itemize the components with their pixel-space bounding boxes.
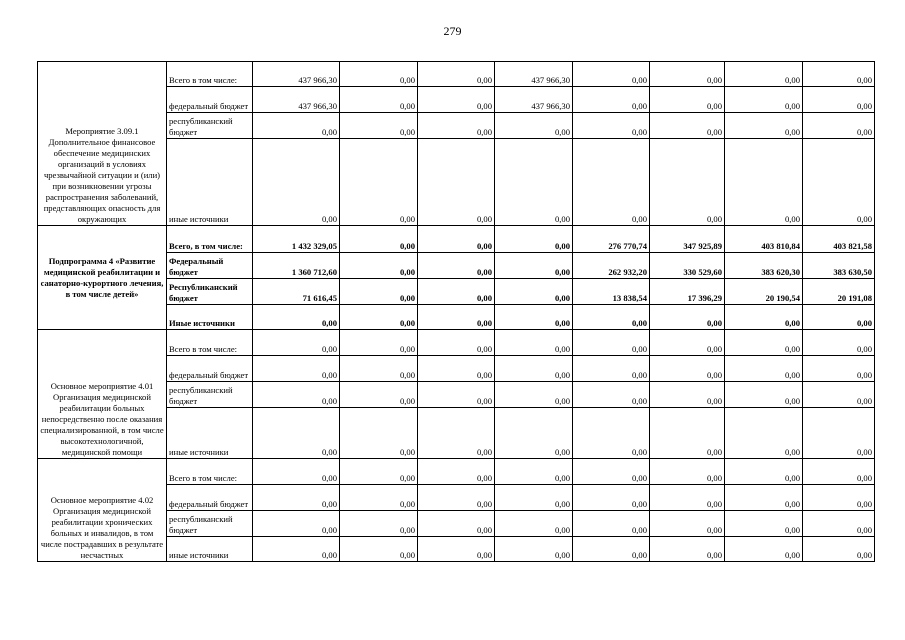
amount-cell: 262 932,20 (573, 253, 650, 279)
amount-cell: 20 190,54 (725, 279, 803, 305)
activity-name: Основное мероприятие 4.01 Организация медицинской реабилитации больных непосредственно после оказания специализированной, в том числе высокотехнологичной, медицинской помощи (38, 330, 167, 459)
amount-cell: 0,00 (418, 226, 495, 253)
amount-cell: 0,00 (253, 330, 340, 356)
amount-cell: 0,00 (573, 113, 650, 139)
amount-cell: 403 810,84 (725, 226, 803, 253)
amount-cell: 0,00 (418, 279, 495, 305)
amount-cell: 330 529,60 (650, 253, 725, 279)
amount-cell: 0,00 (803, 330, 875, 356)
table-row (38, 226, 875, 253)
amount-cell: 0,00 (573, 408, 650, 459)
amount-cell: 0,00 (725, 139, 803, 226)
amount-cell: 0,00 (418, 305, 495, 330)
funding-source: иные источники (167, 139, 253, 226)
amount-cell: 0,00 (650, 408, 725, 459)
amount-cell: 0,00 (253, 537, 340, 562)
amount-cell: 0,00 (418, 330, 495, 356)
amount-cell: 0,00 (803, 356, 875, 382)
amount-cell: 0,00 (573, 87, 650, 113)
amount-cell: 0,00 (725, 62, 803, 87)
table-row (38, 62, 875, 87)
funding-source: иные источники (167, 537, 253, 562)
amount-cell: 0,00 (650, 62, 725, 87)
amount-cell: 0,00 (573, 382, 650, 408)
page-number: 279 (443, 24, 462, 38)
amount-cell: 0,00 (340, 537, 418, 562)
amount-cell: 0,00 (495, 253, 573, 279)
amount-cell: 0,00 (495, 139, 573, 226)
amount-cell: 0,00 (340, 382, 418, 408)
amount-cell: 437 966,30 (495, 87, 573, 113)
amount-cell: 0,00 (803, 459, 875, 485)
amount-cell: 0,00 (495, 305, 573, 330)
funding-source: Иные источники (167, 305, 253, 330)
amount-cell: 71 616,45 (253, 279, 340, 305)
amount-cell: 0,00 (495, 485, 573, 511)
amount-cell: 13 838,54 (573, 279, 650, 305)
amount-cell: 0,00 (495, 511, 573, 537)
amount-cell: 0,00 (495, 408, 573, 459)
amount-cell: 0,00 (418, 62, 495, 87)
amount-cell: 0,00 (253, 485, 340, 511)
amount-cell: 0,00 (253, 408, 340, 459)
funding-source: иные источники (167, 408, 253, 459)
amount-cell: 0,00 (418, 511, 495, 537)
amount-cell: 383 620,30 (725, 253, 803, 279)
amount-cell: 0,00 (573, 305, 650, 330)
amount-cell: 437 966,30 (253, 62, 340, 87)
funding-source: Всего в том числе: (167, 459, 253, 485)
amount-cell: 0,00 (573, 485, 650, 511)
amount-cell: 0,00 (573, 139, 650, 226)
amount-cell: 0,00 (725, 87, 803, 113)
amount-cell: 0,00 (340, 253, 418, 279)
amount-cell: 0,00 (573, 537, 650, 562)
amount-cell: 0,00 (803, 485, 875, 511)
activity-name: Основное мероприятие 4.02 Организация медицинской реабилитации хронических больных и инвалидов, в том числе пострадавших в результате несчастных (38, 459, 167, 562)
funding-source: Всего в том числе: (167, 330, 253, 356)
amount-cell: 0,00 (340, 408, 418, 459)
amount-cell: 0,00 (725, 537, 803, 562)
amount-cell: 0,00 (650, 485, 725, 511)
amount-cell: 0,00 (495, 226, 573, 253)
amount-cell: 0,00 (418, 356, 495, 382)
amount-cell: 0,00 (340, 139, 418, 226)
table-row (38, 330, 875, 356)
amount-cell: 0,00 (418, 382, 495, 408)
amount-cell: 0,00 (725, 408, 803, 459)
amount-cell: 0,00 (495, 537, 573, 562)
amount-cell: 0,00 (803, 408, 875, 459)
amount-cell: 17 396,29 (650, 279, 725, 305)
funding-source: федеральный бюджет (167, 87, 253, 113)
amount-cell: 0,00 (495, 459, 573, 485)
amount-cell: 0,00 (340, 356, 418, 382)
amount-cell: 0,00 (650, 87, 725, 113)
funding-source: Федеральный бюджет (167, 253, 253, 279)
amount-cell: 0,00 (725, 382, 803, 408)
amount-cell: 0,00 (725, 305, 803, 330)
amount-cell: 0,00 (725, 459, 803, 485)
amount-cell: 0,00 (725, 356, 803, 382)
amount-cell: 0,00 (340, 305, 418, 330)
amount-cell: 0,00 (803, 511, 875, 537)
amount-cell: 0,00 (340, 62, 418, 87)
amount-cell: 0,00 (803, 62, 875, 87)
funding-source: федеральный бюджет (167, 356, 253, 382)
amount-cell: 403 821,58 (803, 226, 875, 253)
amount-cell: 0,00 (573, 62, 650, 87)
amount-cell: 0,00 (573, 330, 650, 356)
amount-cell: 0,00 (418, 537, 495, 562)
funding-source: федеральный бюджет (167, 485, 253, 511)
amount-cell: 437 966,30 (253, 87, 340, 113)
amount-cell: 0,00 (650, 330, 725, 356)
amount-cell: 0,00 (253, 382, 340, 408)
amount-cell: 0,00 (340, 330, 418, 356)
amount-cell: 0,00 (650, 113, 725, 139)
amount-cell: 0,00 (340, 459, 418, 485)
amount-cell: 0,00 (495, 113, 573, 139)
amount-cell: 0,00 (418, 459, 495, 485)
amount-cell: 0,00 (253, 305, 340, 330)
amount-cell: 276 770,74 (573, 226, 650, 253)
amount-cell: 0,00 (650, 382, 725, 408)
amount-cell: 0,00 (803, 537, 875, 562)
amount-cell: 0,00 (253, 356, 340, 382)
amount-cell: 0,00 (650, 139, 725, 226)
amount-cell: 0,00 (803, 305, 875, 330)
funding-source: республиканский бюджет (167, 113, 253, 139)
amount-cell: 0,00 (340, 226, 418, 253)
funding-source: республиканский бюджет (167, 382, 253, 408)
amount-cell: 0,00 (340, 87, 418, 113)
amount-cell: 383 630,50 (803, 253, 875, 279)
funding-source: Республиканский бюджет (167, 279, 253, 305)
amount-cell: 0,00 (725, 113, 803, 139)
amount-cell: 0,00 (418, 113, 495, 139)
amount-cell: 0,00 (725, 485, 803, 511)
amount-cell: 1 432 329,05 (253, 226, 340, 253)
funding-source: Всего, в том числе: (167, 226, 253, 253)
amount-cell: 0,00 (650, 537, 725, 562)
amount-cell: 0,00 (650, 356, 725, 382)
amount-cell: 0,00 (418, 139, 495, 226)
amount-cell: 0,00 (340, 113, 418, 139)
amount-cell: 0,00 (253, 459, 340, 485)
amount-cell: 0,00 (340, 511, 418, 537)
amount-cell: 0,00 (253, 511, 340, 537)
amount-cell: 0,00 (803, 113, 875, 139)
amount-cell: 0,00 (340, 485, 418, 511)
table-row (38, 459, 875, 485)
activity-name: Мероприятие 3.09.1 Дополнительное финансовое обеспечение медицинских организаций в условиях чрезвычайной ситуации и (или) при возникновении угрозы распространения заболеваний, представляющих опасность для окружающих (38, 62, 167, 226)
amount-cell: 0,00 (803, 382, 875, 408)
amount-cell: 0,00 (725, 330, 803, 356)
amount-cell: 20 191,08 (803, 279, 875, 305)
amount-cell: 0,00 (650, 511, 725, 537)
amount-cell: 347 925,89 (650, 226, 725, 253)
amount-cell: 0,00 (725, 511, 803, 537)
amount-cell: 0,00 (340, 279, 418, 305)
amount-cell: 1 360 712,60 (253, 253, 340, 279)
amount-cell: 0,00 (803, 87, 875, 113)
amount-cell: 0,00 (573, 459, 650, 485)
amount-cell: 0,00 (418, 87, 495, 113)
amount-cell: 0,00 (495, 330, 573, 356)
amount-cell: 0,00 (495, 279, 573, 305)
budget-table (37, 61, 875, 562)
amount-cell: 0,00 (650, 305, 725, 330)
amount-cell: 0,00 (253, 139, 340, 226)
amount-cell: 0,00 (418, 408, 495, 459)
activity-name: Подпрограмма 4 «Развитие медицинской реабилитации и санаторно-курортного лечения, в том числе детей» (38, 226, 167, 330)
funding-source: республиканский бюджет (167, 511, 253, 537)
amount-cell: 0,00 (418, 253, 495, 279)
amount-cell: 0,00 (650, 459, 725, 485)
amount-cell: 0,00 (573, 511, 650, 537)
amount-cell: 0,00 (495, 382, 573, 408)
amount-cell: 0,00 (803, 139, 875, 226)
amount-cell: 437 966,30 (495, 62, 573, 87)
amount-cell: 0,00 (418, 485, 495, 511)
funding-source: Всего в том числе: (167, 62, 253, 87)
amount-cell: 0,00 (495, 356, 573, 382)
amount-cell: 0,00 (573, 356, 650, 382)
amount-cell: 0,00 (253, 113, 340, 139)
